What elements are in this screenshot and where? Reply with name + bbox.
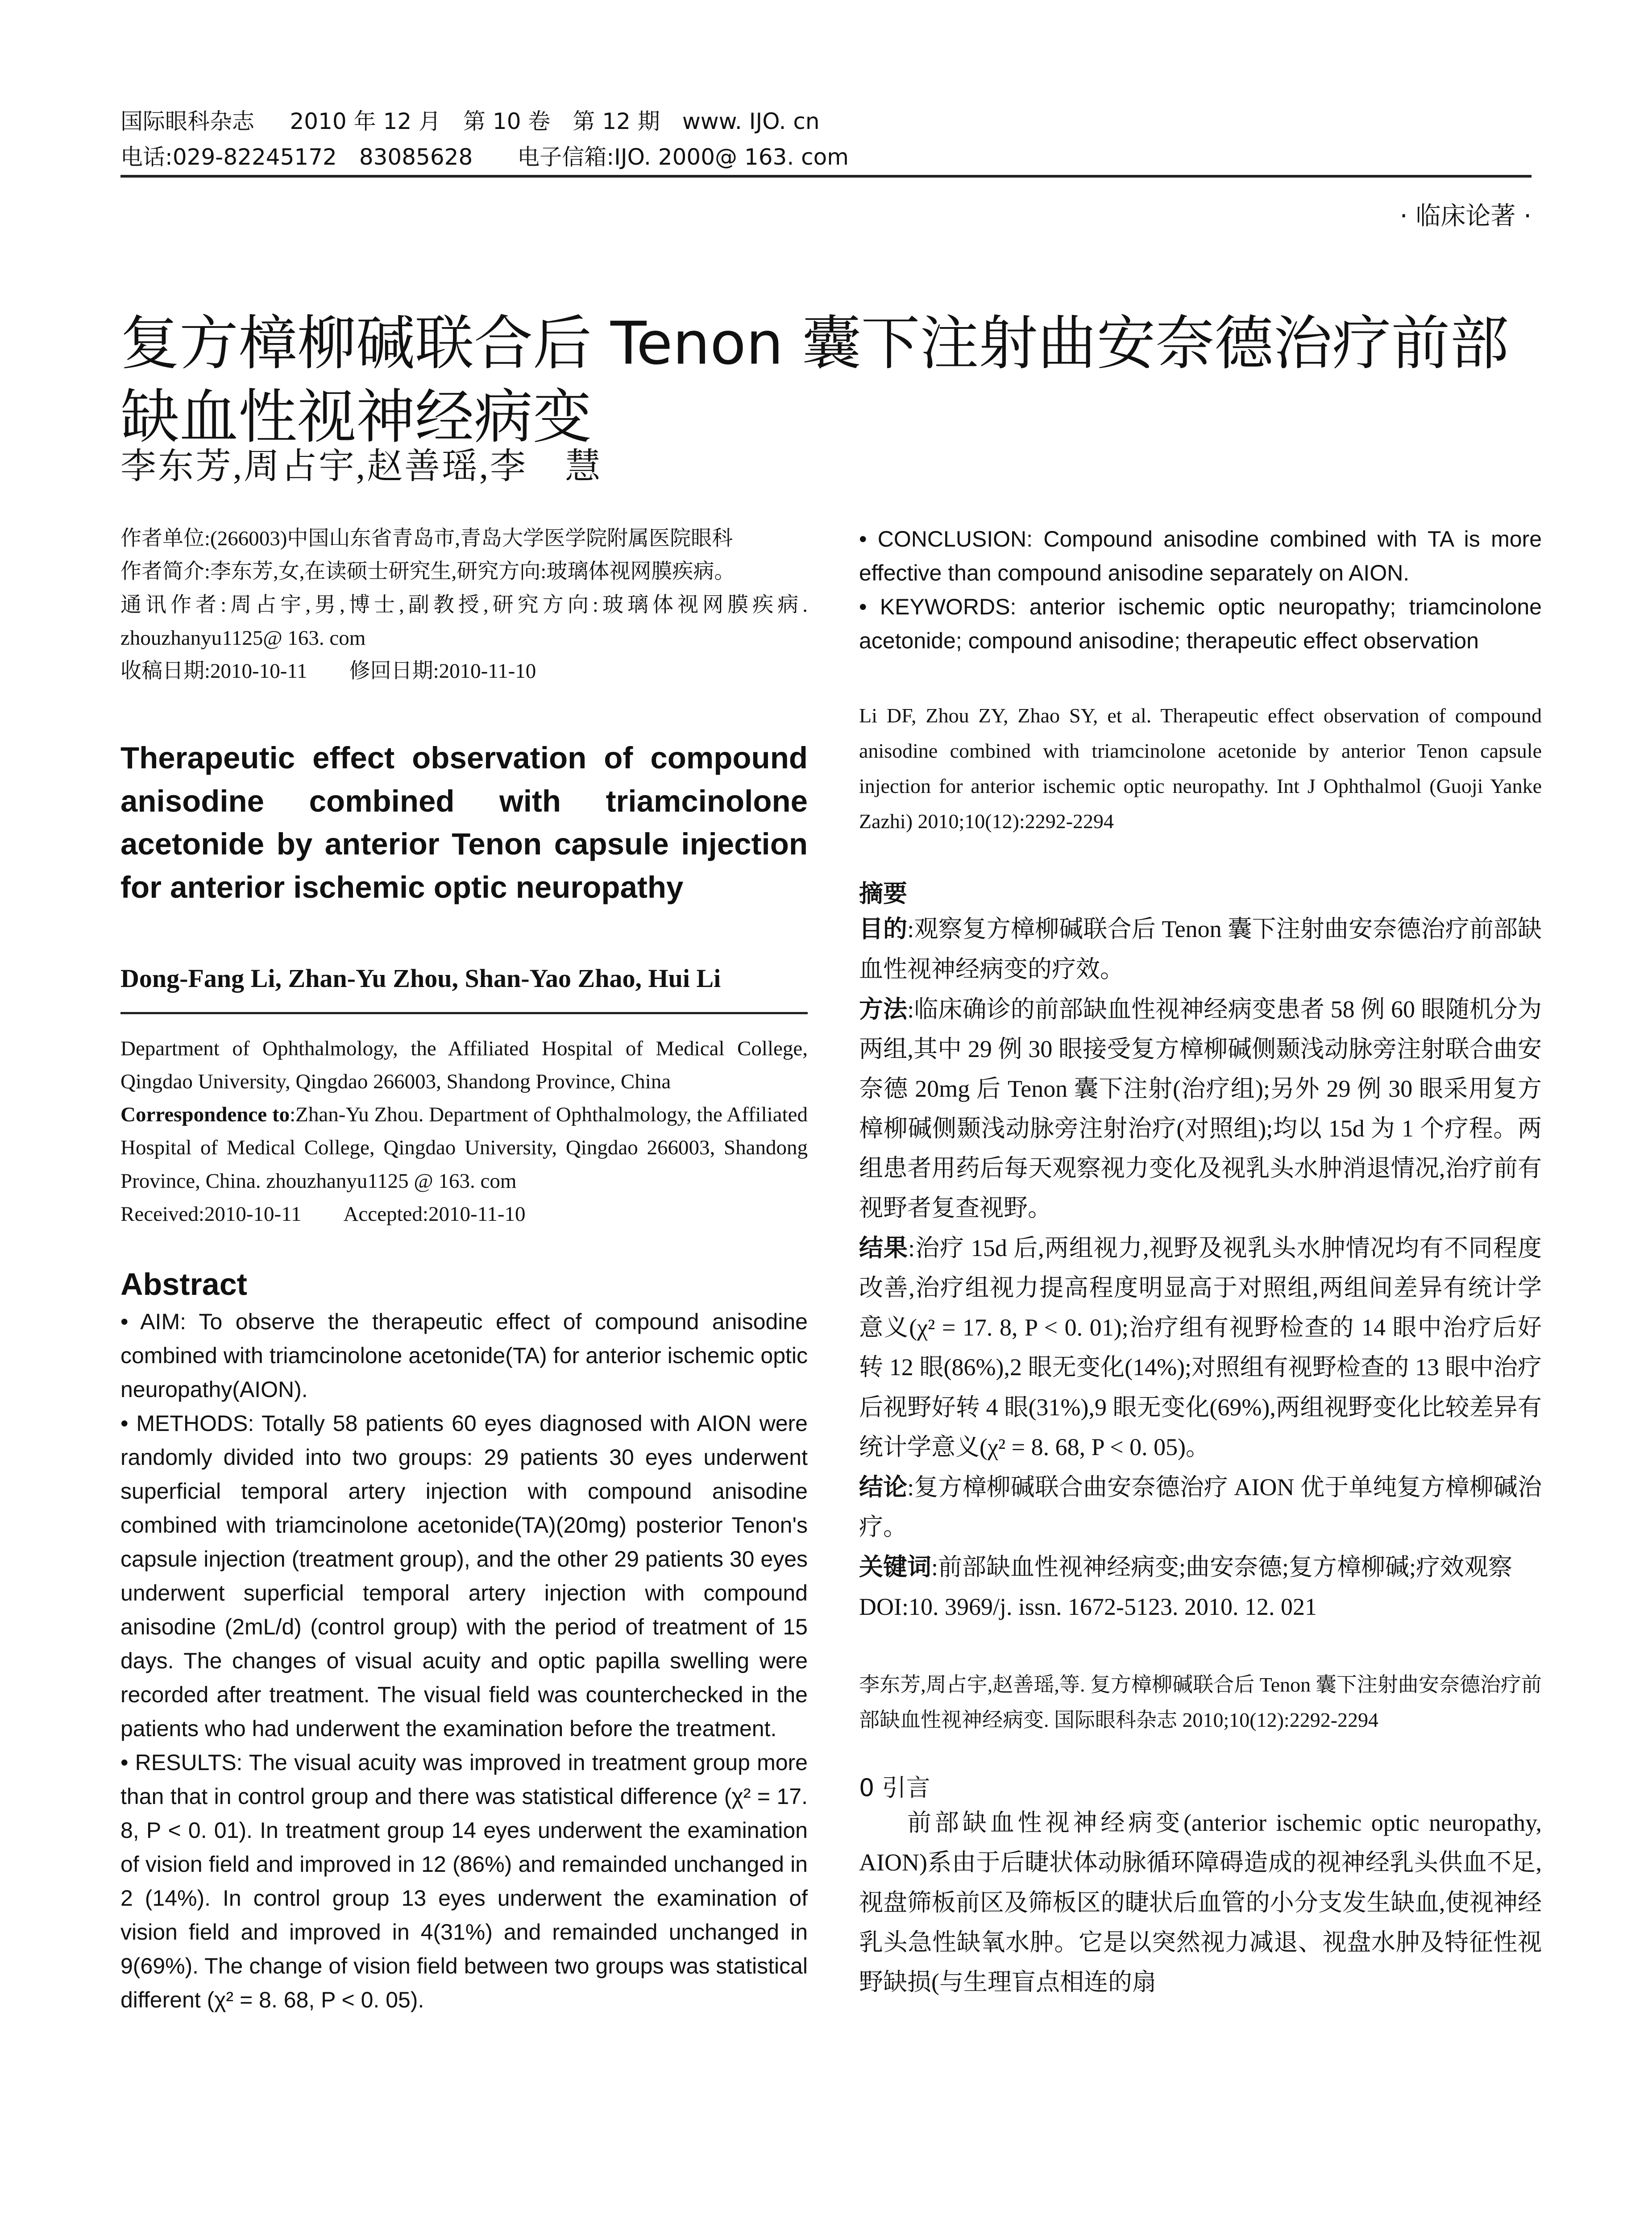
- cn-aim: [859, 909, 1542, 989]
- cn-methods-text: :临床确诊的前部缺血性视神经病变患者 58 例 60 眼随机分为两组,其中 29 例 30 眼接受复方樟柳碱侧颞浅动脉旁注射联合曲安奈德 20mg 后 Tenon 囊下注射(治疗组);另外 29 例 30 眼采用复方樟柳碱侧颞浅动脉旁注射治疗(对照组);均以 15d 为 1 个疗程。两组患者用药后每天观察视力变化及视乳头水肿消退情况,治疗前有视野者复查视野。: [859, 995, 1542, 1222]
- journal-name: 国际眼科杂志: [120, 108, 254, 134]
- author-unit: 作者单位:(266003)中国山东省青岛市,青岛大学医学院附属医院眼科: [120, 527, 733, 550]
- department: Department of Ophthalmology, the Affiliated Hospital of Medical College, Qingdao University, Qingdao 266003, Shandong Province, China: [120, 1037, 808, 1093]
- doi: DOI:10. 3969/j. issn. 1672-5123. 2010. 12. 021: [859, 1593, 1317, 1621]
- journal-header-line: [120, 104, 820, 136]
- english-authors: Dong-Fang Li, Zhan-Yu Zhou, Shan-Yao Zhao, Hui Li: [120, 963, 721, 993]
- issue-info: 2010 年 12 月 第 10 卷 第 12 期 www. IJO. cn: [290, 108, 820, 134]
- abstract-aim: • AIM: To observe the therapeutic effect of compound anisodine combined with triamcinolone acetonide(TA) for anterior ischemic optic neuropathy(AION).: [120, 1309, 808, 1402]
- header-rule: [120, 175, 1532, 178]
- cn-aim-label: 目的: [859, 915, 908, 943]
- english-citation: Li DF, Zhou ZY, Zhao SY, et al. Therapeutic effect observation of compound anisodine combined with triamcinolone acetonide by anterior Tenon capsule injection for anterior ischemic optic neuropathy. Int J Ophthalmol (Guoji Yanke Zazhi) 2010;10(12):2292-2294: [859, 704, 1542, 833]
- chinese-abstract-heading: 摘要: [859, 879, 907, 908]
- abstract-results: • RESULTS: The visual acuity was improved in treatment group more than that in control group and there was statistical difference (χ² = 17. 8, P < 0. 01). In treatment group 14 eyes underwent the examination of vision field and improved in 12 (86%) and remainded unchanged in 2 (14%). In control group 13 eyes underwent the examination of vision field and improved in 4(31%) and remainded unchanged in 9(69%). The change of vision field between two groups was statistical different (χ² = 8. 68, P < 0. 05).: [120, 1750, 808, 2013]
- received-accepted: Received:2010-10-11 Accepted:2010-11-10: [120, 1202, 526, 1226]
- cn-results-label: 结果: [859, 1234, 909, 1262]
- chinese-citation: 李东芳,周占宇,赵善瑶,等. 复方樟柳碱联合后 Tenon 囊下注射曲安奈德治疗前部缺血性视神经病变. 国际眼科杂志 2010;10(12):2292-2294: [859, 1673, 1542, 1732]
- authors-chinese: 李东芳,周占宇,赵善瑶,李 慧: [120, 447, 602, 486]
- abstract-heading: Abstract: [120, 1267, 247, 1302]
- article-title: 复方樟柳碱联合后 Tenon 囊下注射曲安奈德治疗前部缺血性视神经病变: [120, 309, 1509, 452]
- chinese-abstract: [859, 909, 1542, 1627]
- abstract-methods: • METHODS: Totally 58 patients 60 eyes diagnosed with AION were randomly divided into two groups: 29 patients 30 eyes underwent superficial temporal artery injection with compound anisodine combined with triamcinolone acetonide(TA)(20mg) posterior Tenon's capsule injection (treatment group), and the other 29 patients 30 eyes underwent superficial temporal artery injection with compound anisodine (2mL/d) (control group) with the period of treatment of 15 days. The changes of visual acuity and optic papilla swelling were recorded after treatment. The visual field was counterchecked in the patients who had underwent the examination before the treatment.: [120, 1411, 808, 1742]
- abstract-keywords: • KEYWORDS: anterior ischemic optic neuropathy; triamcinolone acetonide; compound anisodine; therapeutic effect observation: [859, 594, 1542, 653]
- english-title: Therapeutic effect observation of compound anisodine combined with triamcinolone acetonide by anterior Tenon capsule injection for anterior ischemic optic neuropathy: [120, 741, 808, 905]
- cn-results-text: :治疗 15d 后,两组视力,视野及视乳头水肿情况均有不同程度改善,治疗组视力提高程度明显高于对照组,两组间差异有统计学意义(χ² = 17. 8, P < 0. 01);治疗组有视野检查的 14 眼中治疗后好转 12 眼(86%),2 眼无变化(14%);对照组有视野检查的 13 眼中治疗后视野好转 4 眼(31%),9 眼无变化(69%),两组视野变化比较差异有统计学意义(χ² = 8. 68, P < 0. 05)。: [859, 1235, 1542, 1460]
- cn-keywords-text: :前部缺血性视神经病变;曲安奈德;复方樟柳碱;疗效观察: [931, 1553, 1513, 1580]
- cn-conclusion: [859, 1467, 1542, 1547]
- correspondence-label: Correspondence to: [120, 1103, 290, 1127]
- cn-keywords-label: 关键词: [859, 1552, 931, 1581]
- received-dates: 收稿日期:2010-10-11 修回日期:2010-11-10: [120, 659, 536, 683]
- cn-methods-label: 方法: [859, 995, 908, 1023]
- author-bio: 作者简介:李东芳,女,在读硕士研究生,研究方向:玻璃体视网膜疾病。: [120, 560, 735, 584]
- author-info: [120, 522, 808, 688]
- contact-line: 电话:029-82245172 83085628 电子信箱:IJO. 2000@ 163. com: [120, 144, 849, 170]
- intro-text: 前部缺血性视神经病变(anterior ischemic optic neuropathy, AION)系由于后睫状体动脉循环障碍造成的视神经乳头供血不足,视盘筛板前区及筛板区的睫状后血管的小分支发生缺血,使视神经乳头急性缺氧水肿。它是以突然视力减退、视盘水肿及特征性视野缺损(与生理盲点相连的扇: [859, 1809, 1542, 1995]
- correspondence-text: :Zhan-Yu Zhou. Department of Ophthalmology, the Affiliated Hospital of Medical College, Qingdao University, Qingdao 266003, Shandong Province, China. zhouzhanyu1125 @ 163. com: [120, 1103, 808, 1193]
- cn-aim-text: :观察复方樟柳碱联合后 Tenon 囊下注射曲安奈德治疗前部缺血性视神经病变的疗效。: [859, 916, 1542, 983]
- correspondence: [120, 1098, 808, 1198]
- cn-keywords: [859, 1547, 1542, 1587]
- intro-heading: 0 引言: [859, 1774, 930, 1802]
- column-label: · 临床论著 ·: [1399, 202, 1532, 231]
- cn-methods: [859, 989, 1542, 1228]
- cn-conclusion-text: :复方樟柳碱联合曲安奈德治疗 AION 优于单纯复方樟柳碱治疗。: [859, 1473, 1542, 1540]
- affiliation-block: [120, 1032, 808, 1231]
- abstract-conclusion: • CONCLUSION: Compound anisodine combined with TA is more effective than compound anisodine separately on AION.: [859, 527, 1542, 585]
- corresponding-author: 通讯作者:周占宇,男,博士,副教授,研究方向:玻璃体视网膜疾病. zhouzhanyu1125@ 163. com: [120, 593, 808, 650]
- right-column: [859, 522, 1542, 2002]
- cn-results: [859, 1228, 1542, 1467]
- cn-conclusion-label: 结论: [859, 1472, 908, 1501]
- left-column: [120, 522, 808, 2017]
